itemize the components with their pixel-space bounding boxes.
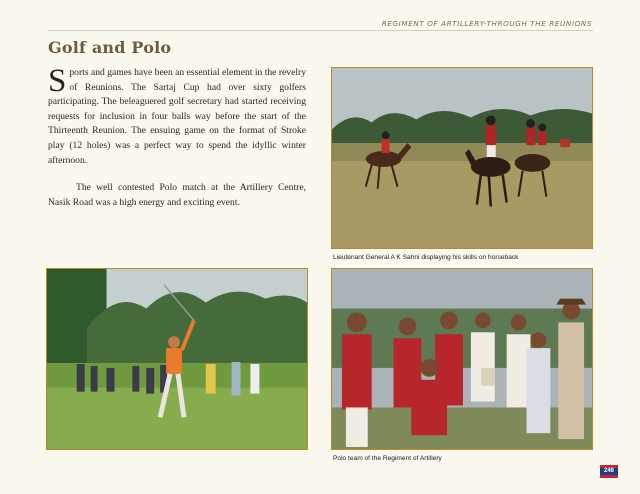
paragraph-1-text: ports and games have been an essential element in the revelry of Reunions. The Sartaj Cup had over sixty golfers participating. The beleaguered golf secretary had started receiving requests for inclusion in four balls way before the start of the Thirteenth Reunion. The ensuing game on the format of Stroke play (12 holes) was a perfect way to spend the idyllic winter afternoon. xyxy=(48,67,306,166)
page-number: 246 xyxy=(600,465,618,478)
paragraph-1 xyxy=(48,63,306,168)
running-head: REGIMENT OF ARTILLERY-THROUGH THE REUNIONS xyxy=(381,19,592,28)
caption-polo-team: Polo team of the Regiment of Artillery xyxy=(333,455,442,462)
caption-polo-match: Lieutenant General A K Sahni displaying his skills on horseback xyxy=(333,254,519,261)
section-title: Golf and Polo xyxy=(48,38,172,57)
photo-golfer xyxy=(46,268,308,450)
article-body xyxy=(48,63,306,210)
header-divider xyxy=(48,30,593,31)
paragraph-2: The well contested Polo match at the Artillery Centre, Nasik Road was a high energy and exciting event. xyxy=(48,182,306,208)
photo-polo-team xyxy=(331,268,593,450)
drop-cap: S xyxy=(48,63,67,99)
photo-polo-match xyxy=(331,67,593,249)
